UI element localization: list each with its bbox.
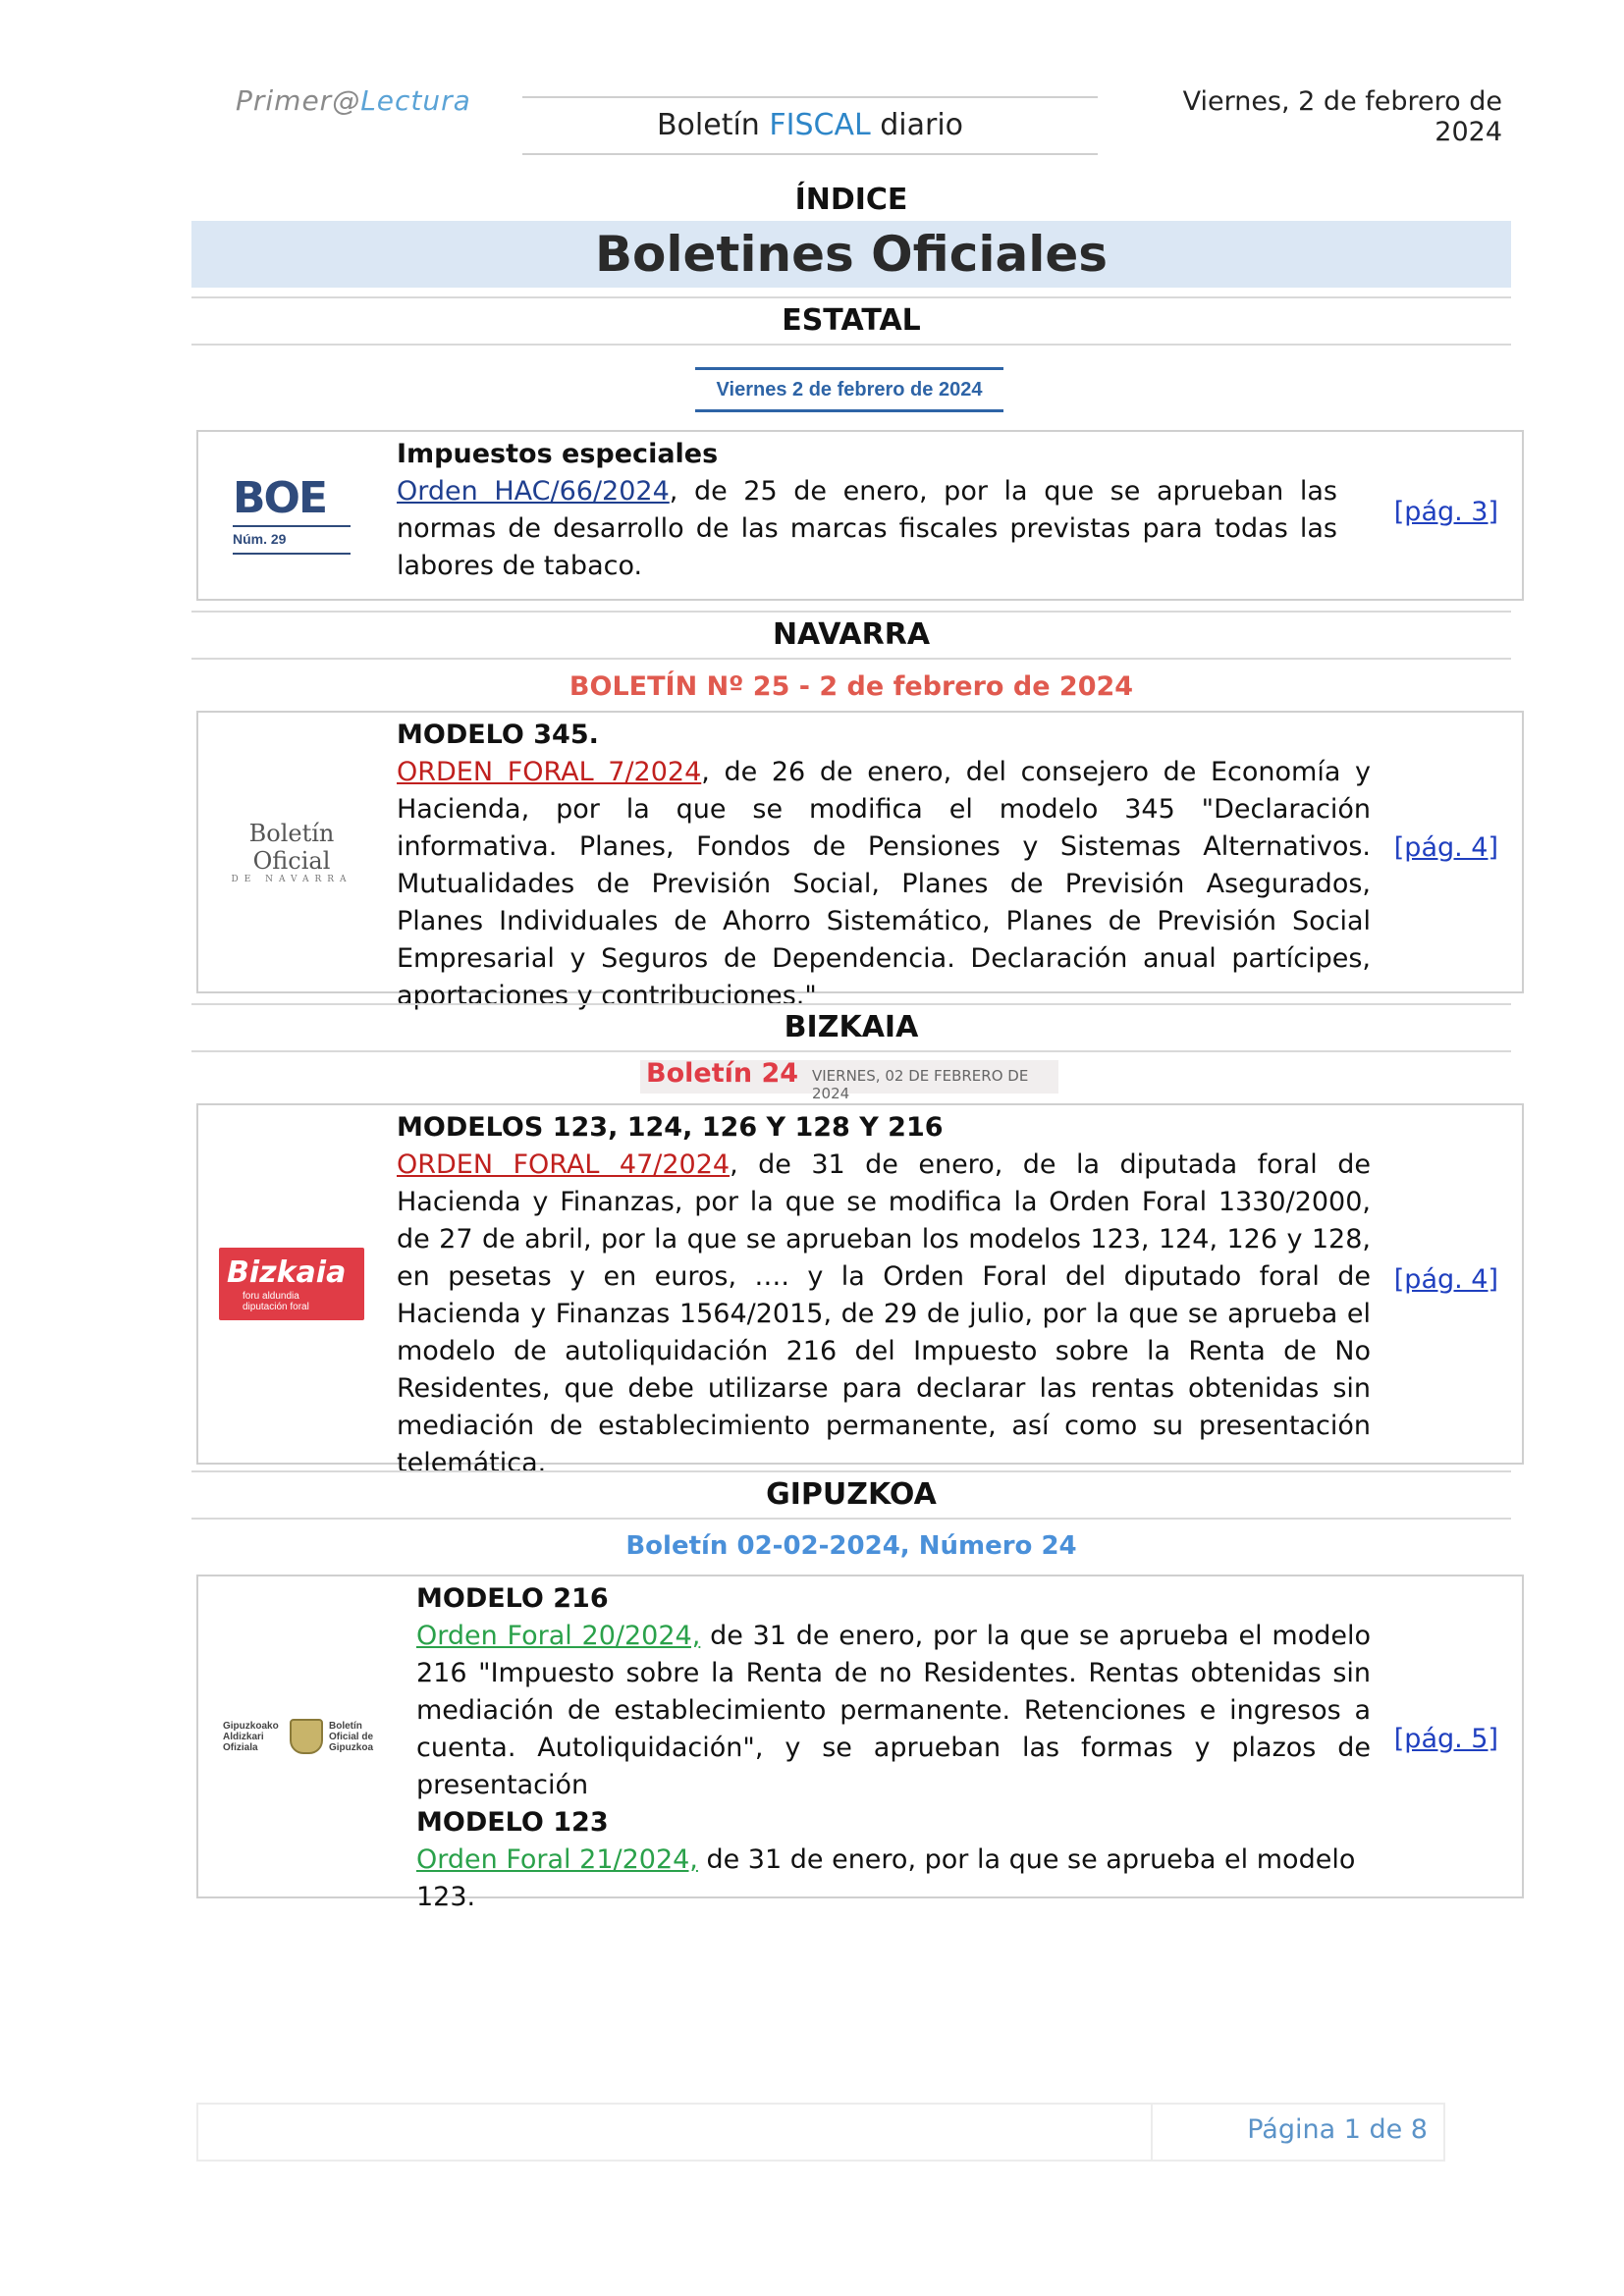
page-link-gipuzkoa[interactable]: [pág. 5] (1393, 1724, 1498, 1754)
boe-logo (208, 432, 375, 599)
title-prefix: Boletín (656, 108, 770, 142)
gipuzkoa-logo (210, 1576, 403, 1896)
entry-navarra (397, 717, 1371, 1015)
entry1-title: MODELO 216 (416, 1583, 609, 1614)
document-title (522, 96, 1098, 155)
entry-box-estatal (196, 430, 1524, 601)
page-footer (196, 2103, 1445, 2162)
section-gipuzkoa: GIPUZKOA (191, 1470, 1511, 1520)
bizkaia-bulletin-strip (640, 1058, 1058, 1102)
bizkaia-logo-sub2: diputación foral (243, 1302, 309, 1312)
entry-estatal (397, 436, 1337, 585)
bizkaia-bulletin-date: VIERNES, 02 DE FEBRERO DE 2024 (812, 1067, 1029, 1102)
boe-bulletin-date: Viernes 2 de febrero de 2024 (695, 367, 1003, 412)
entry-title: Impuestos especiales (397, 439, 719, 469)
entry-text: , de 26 de enero, del consejero de Economía y Hacienda, por la que se modifica el modelo 345 "Declaración informativa. Planes, Fondos de Pensiones y Sistemas Alternativos. Mutualidades de Previsión Social, Planes de Previsión Asegurados, Planes Individuales de Ahorro Sistemático, Planes de Previsión Social Empresarial y Seguros de Dependencia. Declaración anual partícipes, aportaciones y contribuciones." (397, 757, 1371, 1011)
orden-foral-47-link[interactable]: ORDEN FORAL 47/2024 (397, 1149, 731, 1180)
orden-foral-21-link[interactable]: Orden Foral 21/2024, (416, 1844, 698, 1875)
index-heading: ÍNDICE (794, 183, 908, 217)
page-number: Página 1 de 8 (1247, 2114, 1428, 2145)
footer-divider (1151, 2105, 1153, 2160)
entry-bizkaia (397, 1109, 1371, 1482)
navarra-logo-sub: DE NAVARRA (231, 875, 352, 884)
brand-part2: Lectura (360, 84, 471, 117)
entry-text: , de 25 de enero, por la que se aprueban las normas de desarrollo de las marcas fiscales previstas para todas las labores de tabaco. (397, 476, 1337, 581)
page-link-navarra[interactable]: [pág. 4] (1393, 832, 1498, 863)
entry-gipuzkoa (416, 1580, 1371, 1916)
entry-box-gipuzkoa (196, 1575, 1524, 1912)
entry2-text: de 31 de enero, por la que se aprueba el modelo 123. (416, 1844, 1356, 1912)
section-estatal: ESTATAL (191, 296, 1511, 346)
bizkaia-logo (208, 1105, 375, 1463)
entry-title: MODELO 345. (397, 720, 599, 750)
brand-logo (236, 84, 471, 117)
brand-part1: Primer@ (236, 84, 361, 117)
entry2-title: MODELO 123 (416, 1807, 609, 1838)
orden-hac-66-link[interactable]: Orden HAC/66/2024 (397, 476, 670, 507)
banner-title: Boletines Oficiales (191, 221, 1511, 288)
entry-box-bizkaia (196, 1103, 1524, 1478)
gipuzkoa-logo-left: Gipuzkoako Aldizkari Ofiziala (223, 1720, 279, 1753)
boe-logo-text: BOE (233, 473, 326, 523)
navarra-logo (208, 713, 375, 991)
header-date: Viernes, 2 de febrero de 2024 (1182, 86, 1502, 147)
gipuzkoa-logo-right: Boletín Oficial de Gipuzkoa (329, 1720, 374, 1753)
entry-title: MODELOS 123, 124, 126 Y 128 Y 216 (397, 1112, 944, 1143)
entry-text: , de 31 de enero, de la diputada foral de Hacienda y Finanzas, por la que se modifica la Orden Foral 1330/2000, de 27 de abril, por la que se aprueban los modelos 123, 124, 126 y 128, en pesetas y en euros, …. y la Orden Foral del diputado foral de Hacienda y Finanzas 1564/2015, de 29 de julio, por la que se aprueba el modelo de autoliquidación 216 del Impuesto sobre la Renta de No Residentes, que debe utilizarse para declarar las rentas obtenidas sin mediación de establecimiento permanente, así como su presentación telemática. (397, 1149, 1371, 1478)
section-bizkaia: BIZKAIA (191, 1003, 1511, 1052)
navarra-bulletin: BOLETÍN Nº 25 - 2 de febrero de 2024 (568, 671, 1134, 702)
gipuzkoa-bulletin: Boletín 02-02-2024, Número 24 (625, 1531, 1077, 1561)
title-accent: FISCAL (769, 108, 871, 142)
entry1-text: de 31 de enero, por la que se aprueba el modelo 216 "Impuesto sobre la Renta de no Residentes. Rentas obtenidas sin mediación de establecimiento permanente. Retenciones e ingresos a cuenta. Autoliquidación", y se aprueban las formas y plazos de presentación (416, 1621, 1371, 1800)
orden-foral-20-link[interactable]: Orden Foral 20/2024, (416, 1621, 701, 1651)
boe-logo-number: Núm. 29 (233, 525, 351, 547)
bizkaia-bulletin-label: Boletín 24 (646, 1058, 799, 1089)
orden-foral-7-link[interactable]: ORDEN FORAL 7/2024 (397, 757, 702, 787)
bizkaia-logo-sub1: foru aldundia (243, 1291, 299, 1302)
section-navarra: NAVARRA (191, 611, 1511, 660)
navarra-logo-text: Boletín Oficial (248, 820, 335, 875)
bizkaia-logo-text: Bizkaia (227, 1255, 347, 1290)
entry-box-navarra (196, 711, 1524, 1011)
page-link-estatal[interactable]: [pág. 3] (1393, 497, 1498, 527)
gipuzkoa-shield-icon (290, 1719, 323, 1754)
page-link-bizkaia[interactable]: [pág. 4] (1393, 1264, 1498, 1295)
title-suffix: diario (870, 108, 964, 142)
